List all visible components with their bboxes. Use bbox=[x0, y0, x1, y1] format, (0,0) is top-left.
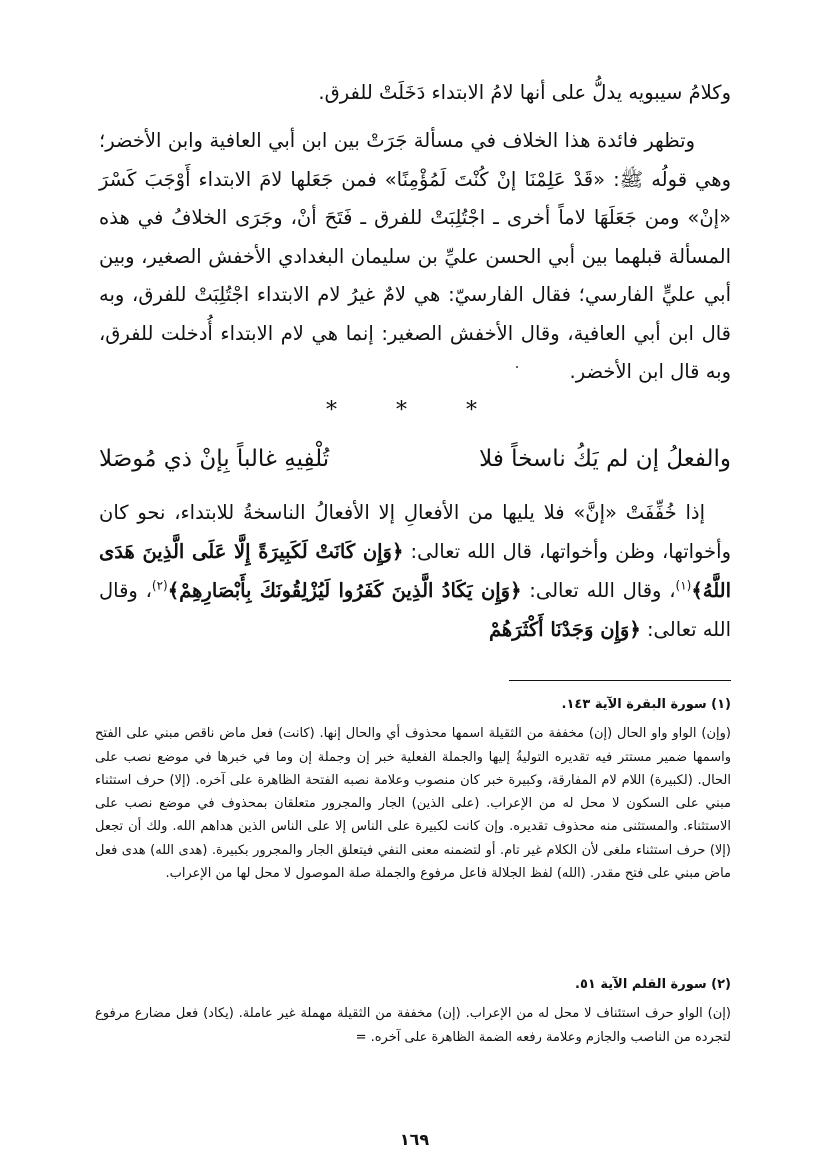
section-separator: * * * bbox=[326, 398, 503, 423]
quran-verse-qalam: ﴿وَإِن يَكَادُ الَّذِينَ كَفَرُوا لَيُزْلِقُونَكَ بِأَبْصَارِهِمْ﴾ bbox=[167, 579, 522, 602]
verse-hemistich-first: والفعلُ إن لم يَكُ ناسخاً فلا bbox=[479, 446, 731, 472]
page-number: ١٦٩ bbox=[399, 1130, 430, 1149]
alfiyya-verse bbox=[99, 434, 731, 484]
footnote-ref-1: (١) bbox=[675, 578, 692, 593]
paragraph-disagreement: وتظهر فائدة هذا الخلاف في مسألة جَرَتْ بين ابن أبي العافية وابن الأخضر؛ وهي قولُه ﷺ: «قَدْ عَلِمْنَا إنْ كُنْتَ لَمُؤْمِنًا» فمن جَعَلها لامَ الابتداء أَوْجَبَ كَسْرَ «إنْ» ومن جَعَلَهَا لاماً أخرى ـ اجْتُلِبَتْ للفرق ـ فَتَحَ أنْ، وجَرَى الخلافُ في هذه المسألة قبلهما بين أبي الحسن عليِّ بن سليمان البغدادي الأخفش الصغير، وبين أبي عليٍّ الفارسي؛ فقال الفارسيّ: هي لامٌ غيرُ لام الابتداء اجْتُلِبَتْ للفرق، وبه قال ابن أبي العافية، وقال الأخفش الصغير: إنما هي لام الابتداء أُدخلت للفرق، وبه قال ابن الأخضر. bbox=[99, 129, 731, 383]
footnote-2-source: (٢) سورة القلم الآية ٥١. bbox=[575, 977, 731, 992]
footnote-1 bbox=[95, 693, 731, 885]
footnote-ref-2: (٢) bbox=[151, 578, 168, 593]
commentary-connector-2: ، وقال الله تعالى: bbox=[99, 579, 731, 641]
paragraph-commentary bbox=[99, 493, 731, 649]
commentary-connector-1: ، وقال الله تعالى: bbox=[529, 579, 676, 602]
quran-verse-baqara: ﴿وَإِن كَانَتْ لَكَبِيرَةً إِلَّا عَلَى الَّذِينَ هَدَى اللَّهُ﴾ bbox=[99, 540, 732, 602]
footnote-1-source: (١) سورة البقرة الآية ١٤٣. bbox=[561, 697, 731, 712]
commentary-intro: إذا خُفِّفَتْ «إنَّ» فلا يليها من الأفعالِ إلا الأفعالُ الناسخةُ للابتداء، نحو كان وأخواتها، وظن وأخواتها، قال الله تعالى: bbox=[99, 501, 731, 563]
verse-hemistich-second: تُلْفِيهِ غالباً بِإنْ ذي مُوصَلا bbox=[99, 446, 330, 472]
footnote-divider bbox=[509, 680, 731, 681]
footnote-1-parsing: (وإن) الواو واو الحال (إن) مخففة من الثقيلة اسمها محذوف أي والحال إنها. (كانت) فعل ماض ناقص مبني على الفتح واسمها ضمير مستتر فيه تقديره التوليةُ إليها والجملة الفعلية خبر إن وجملة إن وما في خبرها في موضع نصب على الحال. (لكبيرة) اللام لام المفارقة، وكبيرة خبر كان منصوب وعلامة نصبه الفتحة الظاهرة على آخره. (إلا) حرف استثناء مبني على السكون لا محل له من الإعراب. (على الذين) الجار والمجرور متعلقان بمحذوف في موضع نصب على الاستثناء. والمستثنى منه محذوف تقديره. وإن كانت لكبيرة على الناس إلا على الناس الذين هداهم الله. ولك أن تجعل (إلا) حرف استثناء ملغى لأن الكلام غير تام. أو لتضمنه معنى النفي فيتعلق الجار والمجرور بكبيرة. (هدى الله) هدى فعل ماض مبني على فتح مقدر. (الله) لفظ الجلالة فاعل مرفوع والجملة صلة الموصول لا محل لها من الإعراب. bbox=[95, 726, 731, 882]
quran-verse-aaraf: ﴿وَإِن وَجَدْنَا أَكْثَرَهُمْ bbox=[488, 618, 641, 641]
stray-dot bbox=[516, 366, 518, 368]
footnote-2 bbox=[95, 973, 731, 1049]
footnote-2-parsing: (إن) الواو حرف استئناف لا محل له من الإعراب. (إن) مخففة من الثقيلة مهملة غير عاملة. (يكاد) فعل مضارع مرفوع لتجرده من الناصب والجازم وعلامة رفعه الضمة الظاهرة على آخره. = bbox=[95, 1006, 731, 1045]
paragraph-sibawayh: وكلامُ سيبويه يدلُّ على أنها لامُ الابتداء دَخَلَتْ للفرق. bbox=[318, 81, 731, 104]
